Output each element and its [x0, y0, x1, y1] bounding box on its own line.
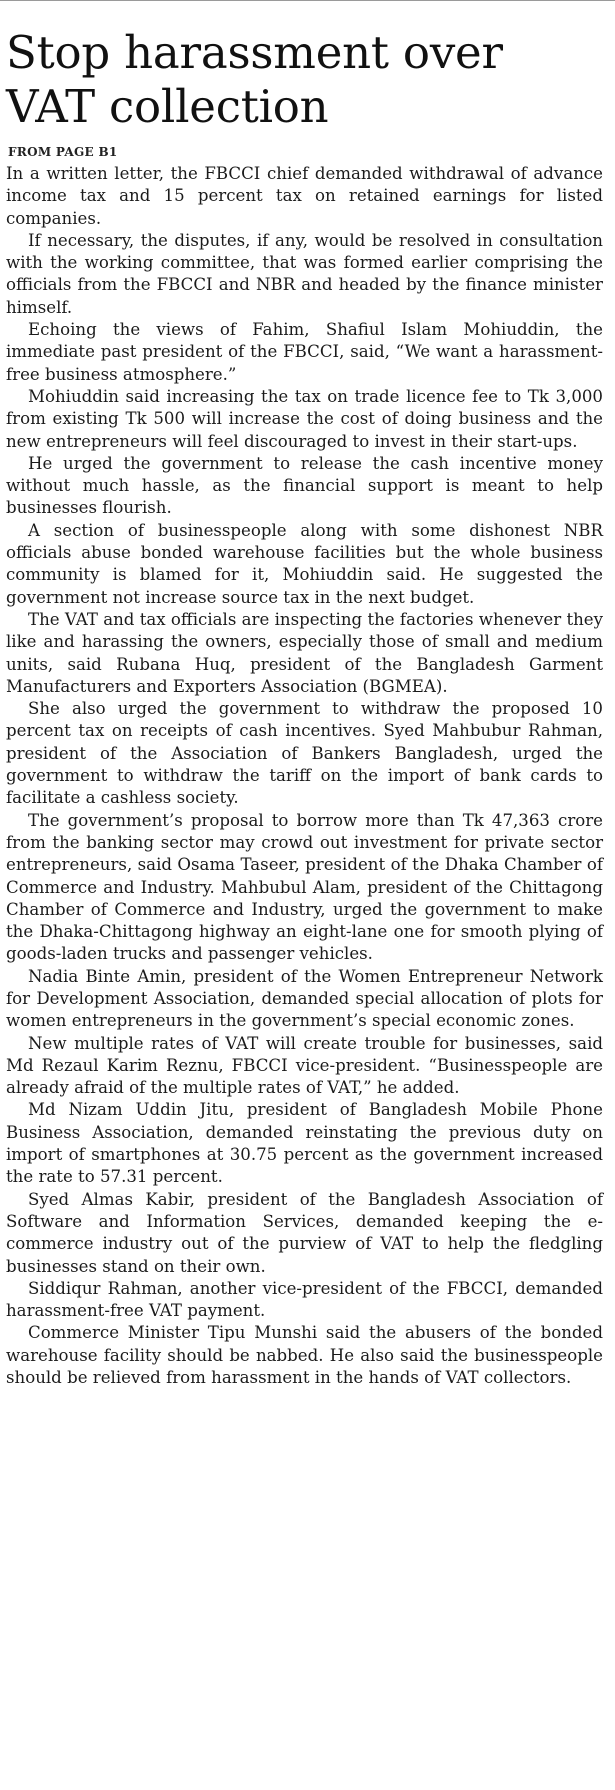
top-divider — [0, 0, 615, 1]
paragraph: Siddiqur Rahman, another vice-president of the FBCCI, demanded harassment-free VAT payment. — [6, 1278, 603, 1321]
paragraph: New multiple rates of VAT will create trouble for businesses, said Md Rezaul Karim Reznu, FBCCI vice-president. “Businesspeople are already afraid of the multiple rates of VAT,” he added. — [6, 1033, 603, 1098]
article-body — [6, 163, 603, 1389]
paragraph: Commerce Minister Tipu Munshi said the abusers of the bonded warehouse facility should be nabbed. He also said the businesspeople should be relieved from harassment in the hands of VAT collectors. — [6, 1323, 603, 1388]
jump-line: FROM PAGE B1 — [8, 145, 118, 159]
paragraph: He urged the government to release the cash incentive money without much hassle, as the financial support is meant to help businesses flourish. — [6, 453, 603, 518]
paragraph: The VAT and tax officials are inspecting the factories whenever they like and harassing the owners, especially those of small and medium units, said Rubana Huq, president of the Bangladesh Garment Manufacturers and Exporters Association (BGMEA). — [6, 609, 603, 696]
paragraph: A section of businesspeople along with some dishonest NBR officials abuse bonded warehouse facilities but the whole business community is blamed for it, Mohiuddin said. He suggested the government not increase source tax in the next budget. — [6, 520, 603, 607]
paragraph: Md Nizam Uddin Jitu, president of Bangladesh Mobile Phone Business Association, demanded reinstating the previous duty on import of smartphones at 30.75 percent as the government increased the rate to 57.31 percent. — [6, 1100, 603, 1187]
paragraph: If necessary, the disputes, if any, would be resolved in consultation with the working committee, that was formed earlier comprising the officials from the FBCCI and NBR and headed by the finance minister himself. — [6, 230, 603, 317]
paragraph: Nadia Binte Amin, president of the Women Entrepreneur Network for Development Association, demanded special allocation of plots for women entrepreneurs in the government’s special economic zones. — [6, 966, 603, 1031]
paragraph: The government’s proposal to borrow more than Tk 47,363 crore from the banking sector may crowd out investment for private sector entrepreneurs, said Osama Taseer, president of the Dhaka Chamber of Commerce and Industry. Mahbubul Alam, president of the Chittagong Chamber of Commerce and Industry, urged the government to make the Dhaka-Chittagong highway an eight-lane one for smooth plying of goods-laden trucks and passenger vehicles. — [6, 810, 603, 964]
paragraph: Echoing the views of Fahim, Shafiul Islam Mohiuddin, the immediate past president of the FBCCI, said, “We want a harassment-free business atmosphere.” — [6, 320, 603, 384]
paragraph: In a written letter, the FBCCI chief demanded withdrawal of advance income tax and 15 percent tax on retained earnings for listed companies. — [6, 164, 603, 228]
paragraph: Syed Almas Kabir, president of the Bangladesh Association of Software and Information Services, demanded keeping the e-commerce industry out of the purview of VAT to help the fledgling businesses stand on their own. — [6, 1189, 603, 1276]
paragraph: She also urged the government to withdraw the proposed 10 percent tax on receipts of cash incentives. Syed Mahbubur Rahman, president of the Association of Bankers Bangladesh, urged the government to withdraw the tariff on the import of bank cards to facilitate a cashless society. — [6, 699, 603, 808]
headline: Stop harassment over VAT collection — [6, 26, 503, 133]
paragraph: Mohiuddin said increasing the tax on trade licence fee to Tk 3,000 from existing Tk 500 will increase the cost of doing business and the new entrepreneurs will feel discouraged to invest in their start-ups. — [6, 386, 603, 451]
